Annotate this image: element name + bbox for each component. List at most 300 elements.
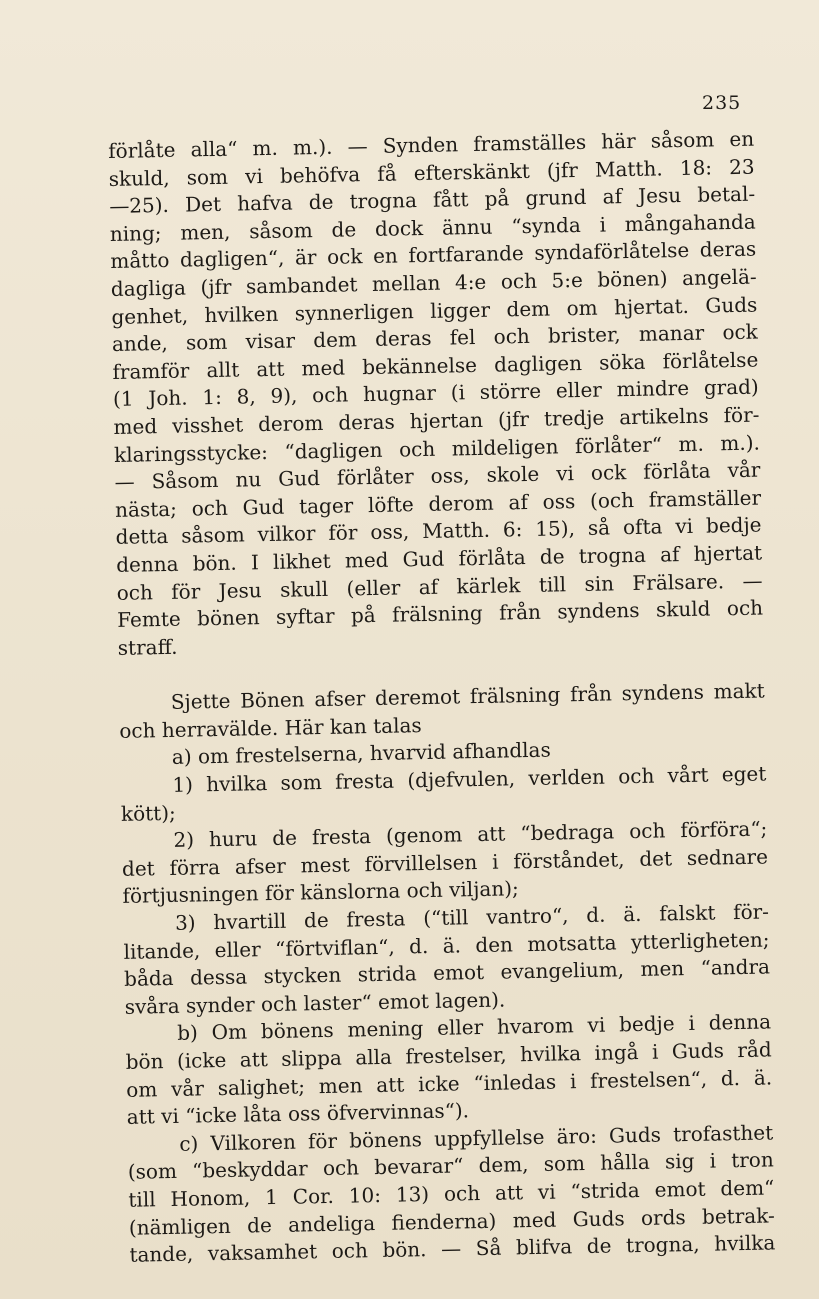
word: från xyxy=(569,681,613,707)
word: betal- xyxy=(697,181,756,207)
text-line: förtjusningen för känslorna och viljan); xyxy=(122,876,519,909)
word: makt xyxy=(713,678,765,704)
word: i xyxy=(688,1011,696,1036)
word: b) xyxy=(176,1020,199,1046)
word: Jesu xyxy=(637,183,682,209)
word: deras xyxy=(699,236,757,263)
word: tager xyxy=(298,493,354,519)
word: i xyxy=(651,1039,659,1064)
word: med xyxy=(301,355,346,381)
word: de xyxy=(308,189,334,215)
word: Sjette xyxy=(170,689,231,715)
word: detta xyxy=(115,524,169,550)
word: på xyxy=(350,603,376,628)
word: de xyxy=(303,907,329,933)
word: c) xyxy=(179,1131,199,1156)
word: eget xyxy=(721,761,767,787)
word: hvartill xyxy=(213,908,287,935)
word: som xyxy=(543,1151,586,1177)
word: hålla xyxy=(599,1150,650,1176)
word: blifva xyxy=(515,1234,573,1260)
word: visshet xyxy=(171,412,244,438)
word: “dagligen xyxy=(284,437,383,464)
word: vilkor xyxy=(257,521,316,547)
word: emot xyxy=(654,1176,706,1202)
word: större xyxy=(479,379,542,405)
word: efterskänkt xyxy=(413,158,530,185)
word: förlåta xyxy=(458,544,526,571)
word: litande, xyxy=(123,938,201,964)
word: hvarom xyxy=(496,1013,574,1040)
word: båda xyxy=(123,966,174,992)
word: vi xyxy=(244,163,264,188)
word: m.). xyxy=(720,430,761,455)
word: Bönen xyxy=(240,687,305,713)
word: de xyxy=(246,1212,273,1238)
word: Joh. xyxy=(148,385,188,411)
word: — xyxy=(440,1236,462,1261)
word: vi xyxy=(537,1179,556,1204)
word: icke xyxy=(417,1071,460,1096)
word: ytterligheten; xyxy=(630,927,770,954)
word: betrak- xyxy=(701,1202,775,1229)
word: 5:e xyxy=(551,267,584,293)
text-line: straff. xyxy=(117,634,178,660)
word: af xyxy=(602,184,623,209)
word: som xyxy=(185,329,228,355)
word: ännu xyxy=(441,214,493,240)
word: dem xyxy=(313,327,358,353)
word: skull xyxy=(279,576,329,602)
word: hvilka xyxy=(206,771,268,797)
word: hvilka xyxy=(519,1041,582,1067)
word: tron xyxy=(730,1147,774,1173)
word: de xyxy=(272,825,298,851)
word: motsatta xyxy=(527,930,617,956)
word: vi xyxy=(675,514,694,539)
word: för xyxy=(328,520,358,546)
word: Vilkoren xyxy=(210,1129,297,1155)
word: emot xyxy=(432,960,485,986)
word: hjertat. xyxy=(613,293,690,319)
word: att xyxy=(477,821,506,847)
word: oss, xyxy=(430,463,470,488)
word: d. xyxy=(586,902,606,927)
text-line: a) om frestelserna, hvarvid afhandlas xyxy=(171,738,551,770)
word: denna xyxy=(708,1009,772,1036)
word: framför xyxy=(112,358,190,384)
word: eller xyxy=(436,1015,484,1041)
word: Gud xyxy=(242,494,285,520)
page-number: 235 xyxy=(702,92,742,114)
word: Det xyxy=(184,192,222,217)
word: vår xyxy=(727,457,761,483)
word: (1 xyxy=(112,386,134,412)
word: denna xyxy=(115,551,179,577)
word: att xyxy=(376,1072,405,1097)
word: afser xyxy=(234,853,287,879)
word: 23 xyxy=(728,154,755,179)
text-line: och herravälde. Här kan talas xyxy=(119,712,422,743)
word: bönens xyxy=(348,1126,423,1153)
word: ligger xyxy=(430,297,491,323)
word: bön. xyxy=(382,1237,427,1263)
word: bedje xyxy=(618,1011,675,1037)
word: bönen) xyxy=(597,266,668,292)
word: Honom, xyxy=(170,1185,251,1211)
text-line: att vi “icke låta oss öfvervinnas“). xyxy=(126,1098,470,1130)
word: 1 xyxy=(264,1184,279,1210)
word: förföra“; xyxy=(680,816,768,843)
word: med xyxy=(113,414,158,439)
word: bön. xyxy=(192,550,237,576)
word: framställes xyxy=(472,129,587,156)
word: salighet; xyxy=(217,1073,306,1100)
word: i xyxy=(569,1068,577,1093)
word: skuld xyxy=(655,596,711,622)
word: grad) xyxy=(703,374,759,400)
word: frälsning xyxy=(469,682,561,709)
word: för xyxy=(307,1128,338,1154)
word: såsom xyxy=(248,217,313,244)
word: och xyxy=(443,1181,481,1206)
word: artikelns xyxy=(619,403,709,430)
word: oss xyxy=(542,488,576,514)
word: Gud xyxy=(278,466,321,491)
word: fresta xyxy=(346,906,406,932)
word: I xyxy=(250,550,260,575)
word: andeliga xyxy=(287,1210,376,1237)
word: såsom xyxy=(181,522,245,548)
word: Femte xyxy=(117,606,181,633)
word: “inledas xyxy=(473,1069,557,1095)
word: vår xyxy=(170,1075,205,1101)
word: hjertan xyxy=(409,407,484,434)
word: Jesu xyxy=(218,577,262,603)
word: och xyxy=(331,1238,369,1264)
word: syndaförlåtelse xyxy=(534,238,690,266)
word: syndens xyxy=(557,597,640,624)
word: sin xyxy=(584,570,615,596)
word: hjertat xyxy=(693,540,763,566)
word: en xyxy=(729,126,755,152)
word: 3) xyxy=(174,910,196,935)
word: bönen xyxy=(196,605,260,631)
word: eller xyxy=(214,936,261,962)
word: ofta xyxy=(622,514,663,540)
word: att xyxy=(256,356,285,381)
word: fresta xyxy=(334,768,395,794)
word: ingå xyxy=(594,1039,639,1065)
text-line: svåra synder och laster“ emot lagen). xyxy=(124,987,506,1019)
word: förlåter xyxy=(336,464,414,490)
word: eller xyxy=(555,377,603,403)
word: fel xyxy=(449,325,476,350)
word: trofasthet xyxy=(672,1120,774,1147)
word: likhet xyxy=(272,548,331,574)
word: de xyxy=(539,544,565,569)
word: förra xyxy=(169,854,221,880)
word: 4:e xyxy=(454,269,487,295)
word: 2) xyxy=(173,827,195,853)
word: “strida xyxy=(570,1177,640,1204)
word: (eller xyxy=(346,574,401,601)
word: 1) xyxy=(172,772,194,797)
word: (jfr xyxy=(546,157,579,183)
word: hafva xyxy=(236,190,293,216)
word: bevarar“ xyxy=(374,1153,464,1180)
word: till xyxy=(128,1187,156,1212)
word: frestelsen“, xyxy=(589,1066,708,1093)
word: “beskyddar xyxy=(191,1156,308,1183)
word: få xyxy=(377,161,397,186)
word: ä. xyxy=(442,932,462,958)
word: förlåter“ xyxy=(574,431,663,458)
word: nu xyxy=(235,467,262,492)
word: — xyxy=(347,134,368,159)
word: “bedraga xyxy=(520,819,615,846)
word: 1: xyxy=(202,385,223,410)
word: visar xyxy=(245,328,296,354)
word: dock xyxy=(374,215,424,241)
word: till xyxy=(538,571,567,597)
word: om xyxy=(126,1076,158,1102)
word: Matth. xyxy=(422,518,491,544)
word: Guds xyxy=(572,1205,625,1231)
word: —25). xyxy=(109,193,170,219)
word: i xyxy=(491,849,499,874)
word: af xyxy=(508,489,529,515)
word: deras xyxy=(374,325,432,352)
word: Såsom xyxy=(151,468,219,494)
word: och xyxy=(500,268,538,294)
word: är xyxy=(294,245,317,270)
word: fienderna) xyxy=(391,1208,497,1235)
word: dagligen“, xyxy=(179,246,285,273)
word: (jfr xyxy=(200,274,232,300)
word: dessa xyxy=(189,964,248,990)
word: m.). xyxy=(292,134,333,160)
word: (nämligen xyxy=(128,1213,232,1240)
word: och xyxy=(629,818,666,844)
word: förvillelsen xyxy=(364,849,478,877)
word: de xyxy=(586,1233,612,1259)
word: måtto xyxy=(110,248,170,274)
word: de xyxy=(331,217,357,242)
word: — xyxy=(114,469,135,495)
word: alla“ xyxy=(190,136,238,162)
word: 15), xyxy=(535,516,576,542)
word: tande, xyxy=(129,1241,194,1267)
word: ords xyxy=(640,1204,686,1230)
word: Så xyxy=(475,1235,502,1261)
word: äro: xyxy=(556,1123,598,1149)
word: mindre xyxy=(616,376,690,402)
word: i xyxy=(709,1148,717,1174)
word: ock xyxy=(722,319,759,345)
word: evangelium, xyxy=(500,957,625,984)
word: (genom xyxy=(385,822,463,849)
word: verlden xyxy=(528,764,606,791)
word: nästa; xyxy=(114,496,178,522)
word: bekännelse xyxy=(362,352,478,379)
word: uppfyllelse xyxy=(433,1124,545,1151)
word: och xyxy=(726,595,764,621)
word: frälsning xyxy=(391,600,483,627)
word: en xyxy=(372,243,399,269)
word: slippa xyxy=(281,1045,343,1071)
word: (och xyxy=(589,487,635,513)
word: dem, xyxy=(478,1152,529,1178)
word: vi xyxy=(587,1013,606,1038)
word: med xyxy=(344,547,389,573)
word: mest xyxy=(300,852,350,878)
word: hugnar xyxy=(362,381,437,407)
word: (som xyxy=(127,1159,178,1185)
word: 8, xyxy=(236,384,256,409)
word: m. xyxy=(678,431,705,456)
word: det xyxy=(121,856,155,881)
word: förlåtelse xyxy=(662,347,759,374)
word: vaksamhet xyxy=(207,1239,318,1266)
word: vårt xyxy=(667,762,709,788)
word: att xyxy=(494,1180,524,1205)
word: på xyxy=(484,186,510,211)
word: med xyxy=(512,1207,557,1232)
word: dem xyxy=(506,296,551,321)
text-line: kött); xyxy=(120,800,176,826)
word: och xyxy=(311,382,349,408)
word: fresta xyxy=(311,824,372,850)
word: genhet, xyxy=(111,303,189,329)
word: men xyxy=(640,956,685,982)
word: söka xyxy=(598,349,646,375)
word: bön xyxy=(125,1049,164,1074)
word: deras xyxy=(338,409,395,435)
word: syndens xyxy=(621,679,705,706)
word: det xyxy=(639,846,673,871)
word: vantro“, xyxy=(485,903,569,929)
word: trogna xyxy=(349,188,418,214)
word: allt xyxy=(206,357,240,382)
word: och xyxy=(493,324,531,349)
word: Cor. xyxy=(292,1183,335,1209)
word: ä. xyxy=(622,901,642,927)
word: trogna, xyxy=(625,1232,700,1258)
word: angelä- xyxy=(681,264,757,290)
word: dagliga xyxy=(110,275,187,301)
word: syftar xyxy=(275,603,335,629)
word: (“till xyxy=(422,905,469,931)
word: framställer xyxy=(648,485,762,512)
word: Guds xyxy=(608,1122,662,1148)
word: “andra xyxy=(700,954,771,980)
word: behöfva xyxy=(279,161,361,188)
word: huru xyxy=(208,826,258,852)
word: och xyxy=(116,579,154,605)
word: synnerligen xyxy=(294,298,415,326)
word: och xyxy=(322,1155,360,1181)
word: d. xyxy=(408,933,429,958)
word: 10: xyxy=(348,1182,382,1208)
word: derom xyxy=(428,490,494,516)
word: derom xyxy=(257,410,324,437)
word: Gud xyxy=(402,546,445,572)
word: (jfr xyxy=(497,406,530,432)
word: manar xyxy=(638,320,705,346)
word: kärlek xyxy=(456,572,521,598)
word: 9), xyxy=(270,383,298,409)
word: så xyxy=(587,515,611,541)
word: bönens xyxy=(260,1018,334,1044)
word: vi xyxy=(555,461,575,486)
word: falskt xyxy=(659,900,716,926)
word: (i xyxy=(450,380,466,405)
word: för- xyxy=(723,402,760,428)
word: ä. xyxy=(753,1065,773,1090)
word: för xyxy=(171,578,201,604)
word: mellan xyxy=(371,270,441,296)
word: Synden xyxy=(382,132,459,158)
word: afser xyxy=(314,686,366,712)
word: fått xyxy=(432,187,469,212)
word: mening xyxy=(347,1016,424,1042)
word: sambandet xyxy=(245,272,358,299)
word: Frälsare. xyxy=(632,568,725,595)
word: bedje xyxy=(705,512,762,538)
word: som xyxy=(186,164,229,190)
word: oss, xyxy=(370,519,410,545)
word: “synda xyxy=(511,212,581,239)
word: förlåte xyxy=(108,137,176,163)
word: klaringsstycke: xyxy=(113,439,269,467)
word: tredje xyxy=(543,405,605,431)
word: 13) xyxy=(395,1182,430,1207)
word: frestelser, xyxy=(405,1042,507,1069)
word: m. xyxy=(252,135,279,161)
word: mångahanda xyxy=(624,209,756,236)
word: “förtviflan“, xyxy=(274,934,395,961)
word: för- xyxy=(732,899,770,925)
word: att xyxy=(239,1047,269,1072)
word: ning; xyxy=(109,220,162,246)
word: Guds xyxy=(671,1038,725,1064)
word: d. xyxy=(720,1065,741,1090)
word: här xyxy=(601,128,636,154)
word: 18: xyxy=(679,155,713,180)
word: ande, xyxy=(111,331,168,357)
word: af xyxy=(418,574,439,599)
word: skuld, xyxy=(108,165,170,191)
word: fortfarande xyxy=(408,241,524,268)
word: förståndet, xyxy=(513,847,625,874)
word: och xyxy=(191,495,229,521)
word: hvilka xyxy=(714,1230,776,1256)
word: Matth. xyxy=(594,155,663,182)
word: men, xyxy=(180,219,231,245)
word: ock xyxy=(590,460,627,485)
word: förlåta xyxy=(643,458,711,484)
word: dagligen xyxy=(493,350,583,377)
word: af xyxy=(659,542,680,567)
word: om xyxy=(566,295,598,320)
word: sednare xyxy=(686,844,769,870)
word: Guds xyxy=(705,292,758,318)
word: stycken xyxy=(263,962,342,989)
body-text xyxy=(108,126,776,1270)
word: 6: xyxy=(502,517,523,542)
word: löfte xyxy=(367,491,414,517)
